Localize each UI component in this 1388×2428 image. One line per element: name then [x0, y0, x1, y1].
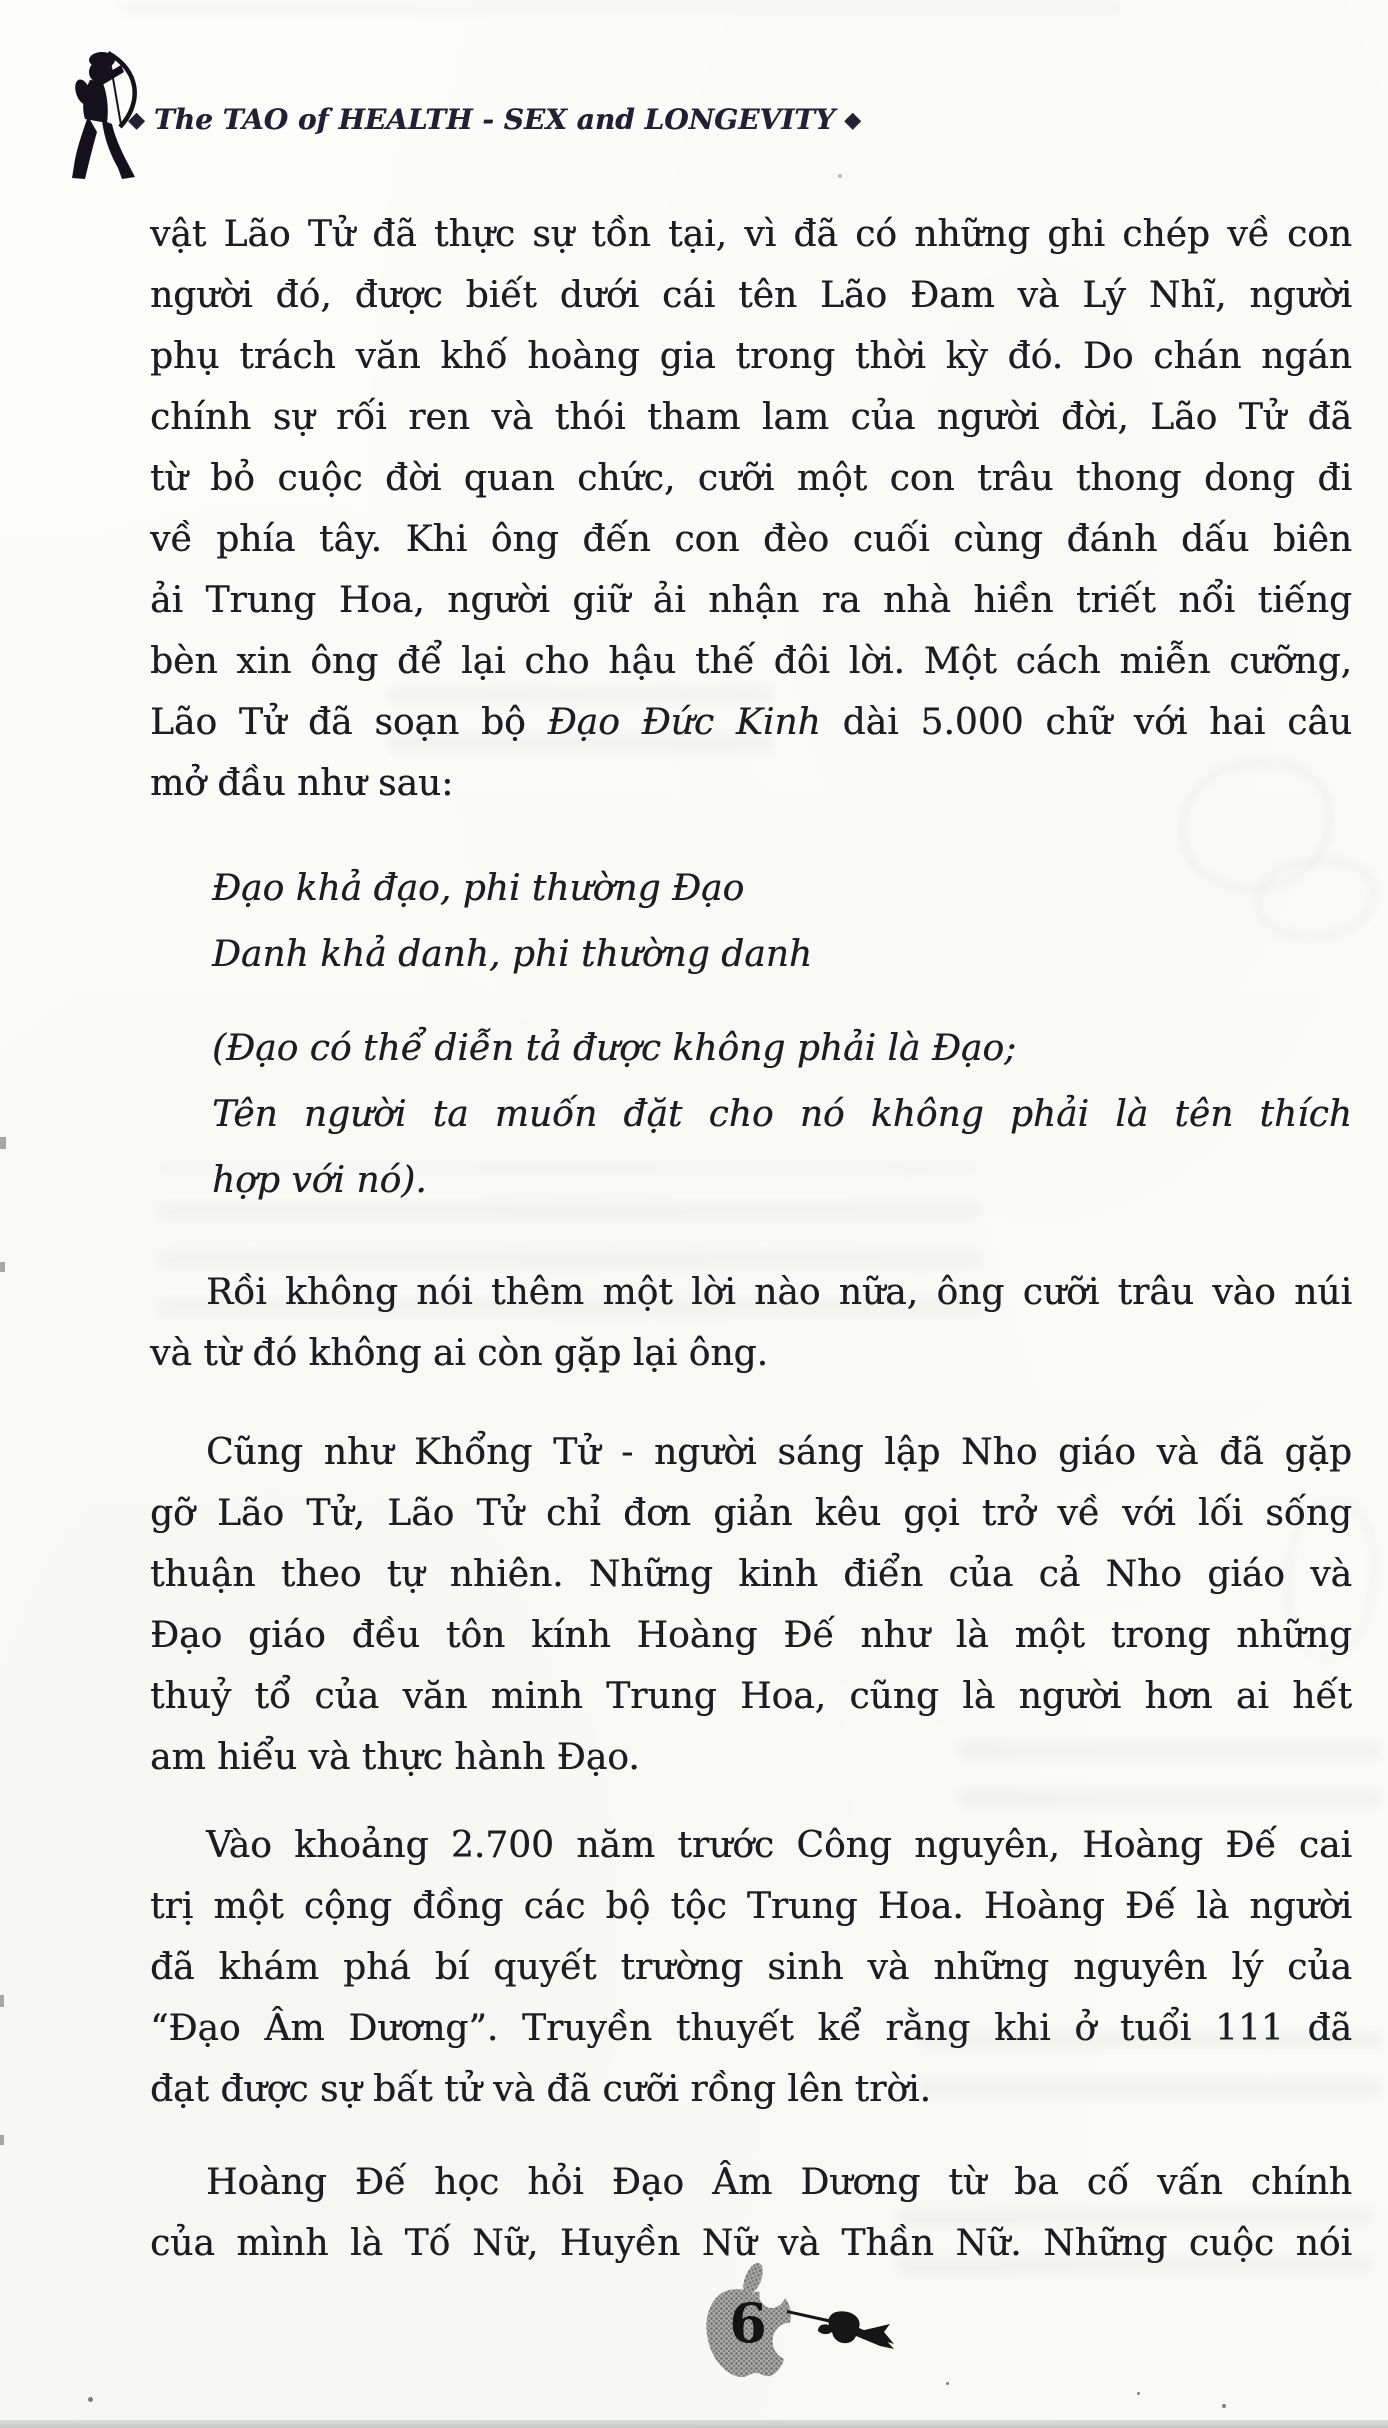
text-line: bèn xin ông để lại cho hậu thế đôi lời. Một cách miễn cưỡng, [150, 641, 1352, 682]
page-marker [640, 2262, 900, 2402]
verse-stanza [212, 856, 1352, 988]
running-head-title: The TAO of HEALTH - SEX and LONGEVITY [153, 102, 836, 136]
text-line: Hoàng Đế học hỏi Đạo Âm Dương từ ba cố vấn chính [206, 2162, 1352, 2203]
text-line: trị một cộng đồng các bộ tộc Trung Hoa. Hoàng Đế là người [150, 1886, 1352, 1927]
verse-line: hợp với nó). [212, 1160, 427, 1201]
verse-stanza [212, 1016, 1352, 1214]
verse-line: (Đạo có thể diễn tả được không phải là Đạo; [212, 1028, 1017, 1069]
text-line: Đạo giáo đều tôn kính Hoàng Đế như là một trong những [150, 1615, 1352, 1656]
paragraph-3 [150, 1422, 1352, 1788]
text-line: về phía tây. Khi ông đến con đèo cuối cùng đánh dấu biên [150, 519, 1352, 560]
text-line: am hiểu và thực hành Đạo. [150, 1737, 640, 1778]
text-segment: dài 5.000 chữ với hai câu [820, 702, 1353, 743]
scan-edge-mark [0, 2135, 4, 2145]
body-text [150, 204, 1352, 2274]
text-line [150, 692, 1352, 753]
text-line: người đó, được biết dưới cái tên Lão Đam và Lý Nhĩ, người [150, 275, 1352, 316]
book-title-dao-duc-kinh: Đạo Đức Kinh [547, 702, 821, 743]
text-line: Cũng như Khổng Tử - người sáng lập Nho giáo và đã gặp [206, 1432, 1352, 1473]
verse-line: Tên người ta muốn đặt cho nó không phải là tên thích [212, 1094, 1352, 1135]
text-line: Rồi không nói thêm một lời nào nữa, ông cưỡi trâu vào núi [206, 1272, 1352, 1313]
paragraph-2 [150, 1262, 1352, 1384]
text-line: đạt được sự bất tử và đã cưỡi rồng lên trời. [150, 2069, 931, 2110]
text-line: vật Lão Tử đã thực sự tồn tại, vì đã có những ghi chép về con [150, 214, 1352, 255]
paragraph-5 [150, 2152, 1352, 2274]
text-line: thuận theo tự nhiên. Những kinh điển của cả Nho giáo và [150, 1554, 1352, 1595]
text-line: thuỷ tổ của văn minh Trung Hoa, cũng là người hơn ai hết [150, 1676, 1352, 1717]
arrow-dart-icon [787, 2310, 894, 2349]
text-line: từ bỏ cuộc đời quan chức, cưỡi một con trâu thong dong đi [150, 458, 1352, 499]
scan-speck [88, 2397, 93, 2402]
scan-edge-mark [0, 1995, 4, 2007]
quote-verse [150, 856, 1352, 1214]
paragraph-4 [150, 1815, 1352, 2120]
page-number: 6 [729, 2291, 767, 2355]
scan-bottom-edge [0, 2420, 1388, 2428]
diamond-icon: ◆ [128, 107, 145, 133]
bleedthrough-artifact [120, 0, 1120, 14]
diamond-icon: ◆ [844, 107, 862, 133]
verse-line: Đạo khả đạo, phi thường Đạo [212, 868, 745, 909]
text-line: đã khám phá bí quyết trường sinh và những nguyên lý của [150, 1947, 1352, 1988]
text-line: gỡ Lão Tử, Lão Tử chỉ đơn giản kêu gọi trở về với lối sống [150, 1493, 1352, 1534]
scan-edge-mark [0, 1262, 5, 1272]
text-line: phụ trách văn khố hoàng gia trong thời kỳ đó. Do chán ngán [150, 336, 1352, 377]
scan-speck [838, 174, 842, 178]
text-line: Vào khoảng 2.700 năm trước Công nguyên, Hoàng Đế cai [206, 1825, 1352, 1866]
text-segment: Lão Tử đã soạn bộ [150, 702, 548, 743]
text-line: ải Trung Hoa, người giữ ải nhận ra nhà hiền triết nổi tiếng [150, 580, 1352, 621]
scan-speck [946, 2382, 949, 2385]
paragraph-1 [150, 204, 1352, 814]
text-line: chính sự rối ren và thói tham lam của người đời, Lão Tử đã [150, 397, 1352, 438]
running-head [128, 99, 861, 139]
verse-line: Danh khả danh, phi thường danh [212, 934, 813, 975]
text-line: mở đầu như sau: [150, 763, 454, 804]
text-line: và từ đó không ai còn gặp lại ông. [150, 1333, 769, 1374]
text-line: của mình là Tố Nữ, Huyền Nữ và Thần Nữ. Những cuộc nói [150, 2223, 1352, 2264]
text-line: “Đạo Âm Dương”. Truyền thuyết kể rằng khi ở tuổi 111 đã [150, 2008, 1352, 2049]
scan-speck [1222, 2404, 1226, 2408]
apple-icon [706, 2262, 790, 2377]
scan-edge-mark [0, 1137, 6, 1149]
scan-speck [1137, 2392, 1140, 2395]
